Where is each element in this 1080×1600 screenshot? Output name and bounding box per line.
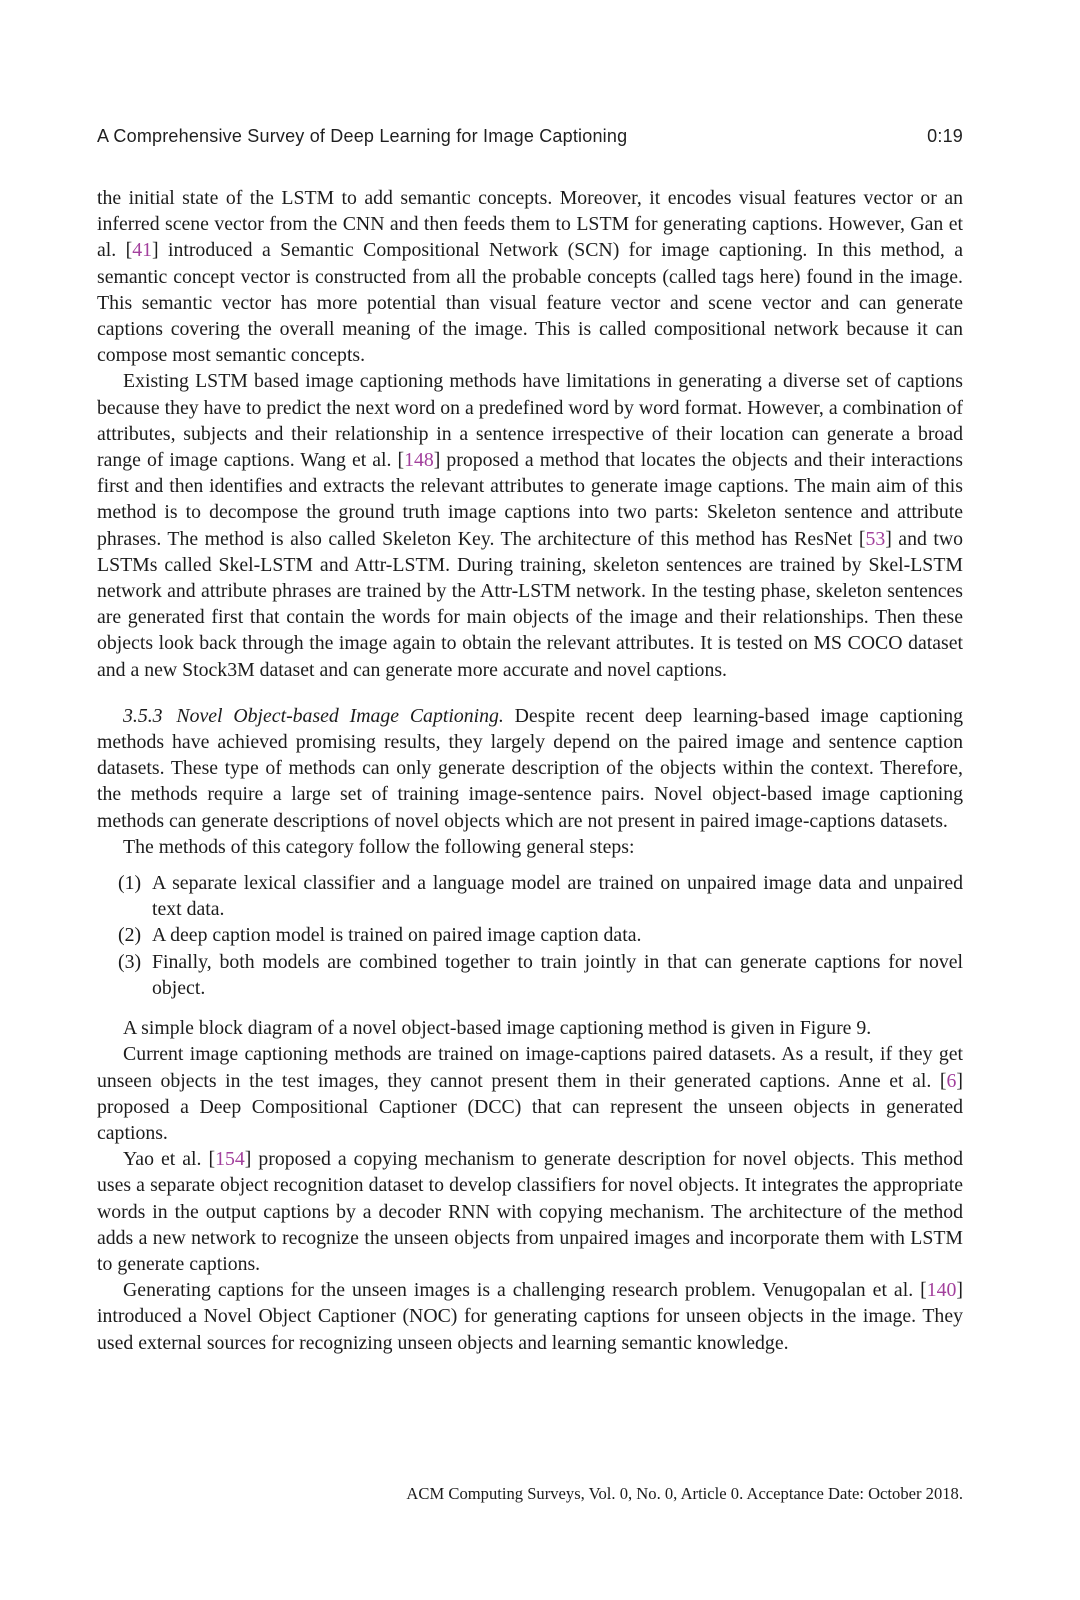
journal-footer: ACM Computing Surveys, Vol. 0, No. 0, Article 0. Acceptance Date: October 2018. bbox=[406, 1484, 963, 1503]
text-run: ] proposed a method that locates the objects and their interactions first and then identifies and extracts the relevant attributes to generate image captions. The main aim of this method is to decompose the ground truth image captions into two parts: Skeleton sentence and attribute phrases. The method is also called Skeleton Key. The architecture of this method has ResNet [ bbox=[97, 449, 963, 550]
paper-title: A Comprehensive Survey of Deep Learning for Image Captioning bbox=[97, 126, 628, 146]
paragraph bbox=[97, 1015, 963, 1041]
document-body bbox=[97, 185, 963, 1356]
list-item-number: (3) bbox=[118, 950, 142, 973]
text-run: The methods of this category follow the following general steps: bbox=[123, 835, 635, 858]
paragraph bbox=[97, 1277, 963, 1356]
text-run: Yao et al. [ bbox=[123, 1148, 216, 1171]
text-run: Generating captions for the unseen images is a challenging research problem. Venugopalan et al. [ bbox=[123, 1279, 927, 1302]
numbered-list bbox=[97, 870, 963, 1001]
paragraph bbox=[97, 368, 963, 682]
citation-link[interactable]: 53 bbox=[865, 527, 886, 550]
text-run: ] and two LSTMs called Skel-LSTM and Attr-LSTM. During training, skeleton sentences are trained by Skel-LSTM network and attribute phrases are trained by the Attr-LSTM network. In the testing phase, skeleton sentences are generated first that contain the words for main objects of the image and their relationships. Then these objects look back through the image again to obtain the relevant attributes. It is tested on MS COCO dataset and a new Stock3M dataset and can generate more accurate and novel captions. bbox=[97, 527, 963, 681]
citation-link[interactable]: 6 bbox=[946, 1069, 957, 1092]
text-run: Existing LSTM based image captioning methods have limitations in generating a diverse set of captions because they have to predict the next word on a predefined word by word format. However, a combination of attributes, subjects and their relationship in a sentence irrespective of their location can generate a broad range of image captions. Wang et al. [ bbox=[97, 370, 963, 472]
text-run: the initial state of the LSTM to add semantic concepts. Moreover, it encodes visual features vector or an inferred scene vector from the CNN and then feeds them to LSTM for generating captions. However, Gan et al. [ bbox=[97, 187, 963, 262]
text-run: A simple block diagram of a novel object-based image captioning method is given in Figure 9. bbox=[123, 1017, 872, 1040]
paragraph bbox=[97, 185, 963, 368]
list-item-number: (1) bbox=[118, 872, 142, 895]
section-heading-paragraph bbox=[97, 703, 963, 834]
list-item bbox=[97, 949, 963, 1001]
list-item-number: (2) bbox=[118, 924, 142, 947]
citation-link[interactable]: 41 bbox=[132, 239, 152, 262]
list-item-text: Finally, both models are combined together to train jointly in that can generate captions for novel object. bbox=[152, 950, 963, 999]
text-run: Current image captioning methods are trained on image-captions paired datasets. As a result, if they get unseen objects in the test images, they cannot present them in their generated captions. Anne et al. [ bbox=[97, 1043, 963, 1092]
list-item bbox=[97, 870, 963, 922]
text-run: ] proposed a copying mechanism to generate description for novel objects. This method uses a separate object recognition dataset to develop classifiers for novel objects. It integrates the appropriate words in the output captions by a decoder RNN with copying mechanism. The architecture of the method adds a new network to recognize the unseen objects from unpaired images and incorporate them with LSTM to generate captions. bbox=[97, 1148, 963, 1275]
list-item-text: A deep caption model is trained on paired image caption data. bbox=[152, 924, 642, 947]
citation-link[interactable]: 148 bbox=[404, 449, 434, 472]
running-header bbox=[97, 126, 963, 147]
citation-link[interactable]: 154 bbox=[215, 1148, 245, 1171]
citation-link[interactable]: 140 bbox=[926, 1279, 957, 1302]
paragraph bbox=[97, 834, 963, 860]
list-item bbox=[97, 922, 963, 948]
paragraph bbox=[97, 1146, 963, 1277]
paragraph bbox=[97, 1041, 963, 1146]
text-run: Despite recent deep learning-based image captioning methods have achieved promising results, they largely depend on the paired image and sentence caption datasets. These type of methods can only generate description of the objects within the context. Therefore, the methods require a large set of training image-sentence pairs. Novel object-based image captioning methods can generate descriptions of novel objects which are not present in paired image-captions datasets. bbox=[97, 704, 963, 832]
text-run: ] introduced a Semantic Compositional Network (SCN) for image captioning. In this method, a semantic concept vector is constructed from all the probable concepts (called tags here) found in the image. This semantic vector has more potential than visual feature vector and scene vector and can generate captions covering the overall meaning of the image. This is called compositional network because it can compose most semantic concepts. bbox=[97, 239, 963, 367]
page-number: 0:19 bbox=[927, 126, 963, 146]
list-item-text: A separate lexical classifier and a language model are trained on unpaired image data and unpaired text data. bbox=[152, 872, 963, 921]
section-heading-text: 3.5.3 Novel Object-based Image Captioning. bbox=[123, 704, 504, 727]
text-run: ] proposed a Deep Compositional Captioner (DCC) that can represent the unseen objects in generated captions. bbox=[97, 1069, 963, 1144]
text-run: ] introduced a Novel Object Captioner (NOC) for generating captions for unseen objects in the image. They used external sources for recognizing unseen objects and learning semantic knowledge. bbox=[97, 1279, 963, 1354]
